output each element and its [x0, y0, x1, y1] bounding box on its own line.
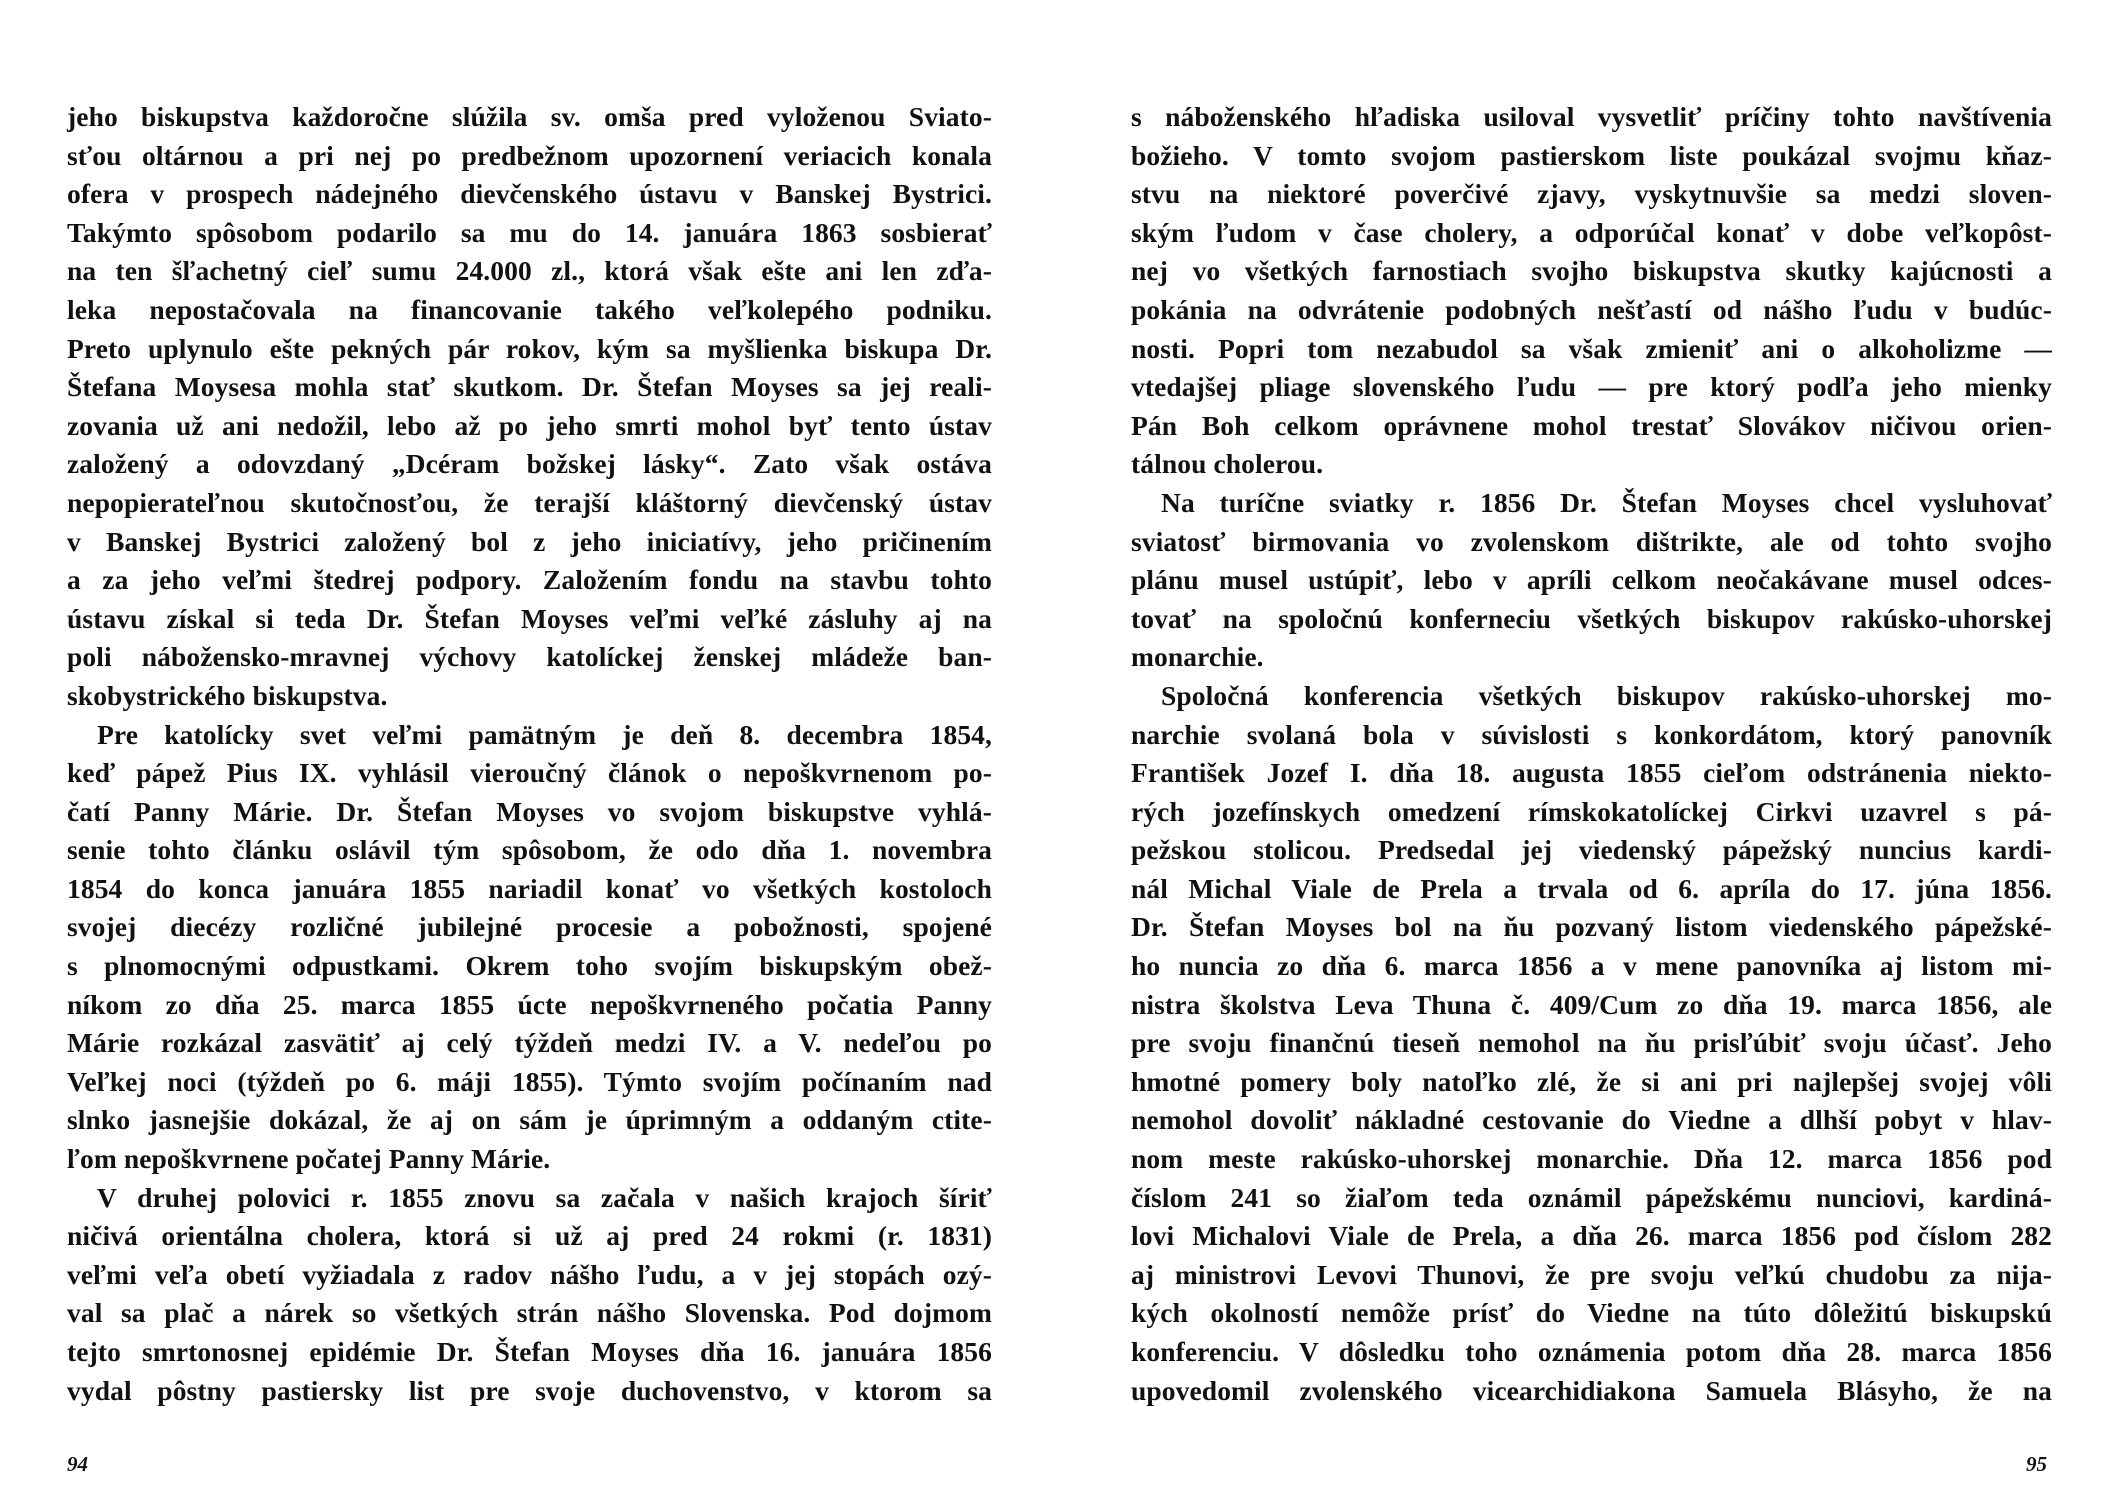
text-line: Na turíčne sviatky r. 1856 Dr. Štefan Moyses chcel vysluhovať: [1161, 486, 2052, 518]
text-line: tejto smrtonosnej epidémie Dr. Štefan Moyses dňa 16. januára 1856: [67, 1336, 992, 1367]
text-line: tálnou cholerou.: [1131, 448, 1324, 480]
text-line: níkom zo dňa 25. marca 1855 úcte nepoškvrneného počatia Panny: [67, 988, 992, 1020]
text-line: V druhej polovici r. 1855 znovu sa začala v našich krajoch šíriť: [97, 1181, 992, 1213]
text-line: na ten šľachetný cieľ sumu 24.000 zl., ktorá však ešte ani len zďa-: [67, 255, 992, 287]
text-line: nemohol dovoliť nákladné cestovanie do Viedne a dlhší pobyt v hlav-: [1131, 1104, 2052, 1136]
text-line: nom meste rakúsko-uhorskej monarchie. Dňa 12. marca 1856 pod: [1131, 1143, 2052, 1175]
text-line: Preto uplynulo ešte pekných pár rokov, kým sa myšlienka biskupa Dr.: [67, 332, 992, 364]
text-line: ofera v prospech nádejného dievčenského ústavu v Banskej Bystrici.: [67, 178, 992, 210]
text-line: val sa plač a nárek so všetkých strán nášho Slovenska. Pod dojmom: [67, 1297, 992, 1329]
text-line: slnko jasnejšie dokázal, že aj on sám je úprimným a oddaným ctite-: [67, 1104, 992, 1136]
text-line: narchie svolaná bola v súvislosti s konkordátom, ktorý panovník: [1131, 718, 2052, 750]
text-line: konferenciu. V dôsledku toho oznámenia potom dňa 28. marca 1856: [1131, 1336, 2052, 1367]
text-line: leka nepostačovala na financovanie takého veľkolepého podniku.: [67, 293, 992, 325]
text-line: čatí Panny Márie. Dr. Štefan Moyses vo svojom biskupstve vyhlá-: [67, 795, 992, 827]
text-line: zovania už ani nedožil, lebo až po jeho smrti mohol byť tento ústav: [67, 409, 992, 441]
text-line: veľmi veľa obetí vyžiadala z radov nášho ľudu, a v jej stopách ozý-: [67, 1258, 992, 1290]
text-line: ho nuncia zo dňa 6. marca 1856 a v mene panovníka aj listom mi-: [1131, 950, 2052, 982]
text-line: František Jozef I. dňa 18. augusta 1855 cieľom odstránenia niekto-: [1131, 757, 2052, 789]
text-line: keď pápež Pius IX. vyhlásil vieroučný článok o nepoškvrnenom po-: [67, 757, 992, 789]
text-line: lovi Michalovi Viale de Prela, a dňa 26. marca 1856 pod číslom 282: [1131, 1220, 2052, 1252]
text-line: tovať na spoločnú konferneciu všetkých biskupov rakúsko-uhorskej: [1131, 602, 2052, 634]
text-line: pre svoju finančnú tieseň nemohol na ňu prisľúbiť svoju účasť. Jeho: [1131, 1027, 2052, 1059]
text-line: 1854 do konca januára 1855 nariadil konať vo všetkých kostoloch: [67, 872, 992, 904]
text-line: božieho. V tomto svojom pastierskom liste poukázal svojmu kňaz-: [1131, 139, 2052, 171]
text-line: nepopierateľnou skutočnosťou, že terajší kláštorný dievčenský ústav: [67, 486, 992, 518]
page-number-left: 94: [67, 1452, 88, 1476]
text-line: Spoločná konferencia všetkých biskupov rakúsko-uhorskej mo-: [1161, 679, 2052, 711]
text-line: sťou oltárnou a pri nej po predbežnom upozornení veriacich konala: [67, 139, 992, 171]
text-line: Takýmto spôsobom podarilo sa mu do 14. januára 1863 sosbierať: [67, 216, 992, 248]
right-page-text: [1131, 98, 2052, 1410]
text-line: Pán Boh celkom oprávnene mohol trestať Slovákov ničivou orien-: [1131, 409, 2052, 441]
page-number-right: 95: [2026, 1452, 2047, 1476]
text-line: pokánia na odvrátenie podobných nešťastí od nášho ľudu v budúc-: [1131, 293, 2052, 325]
text-line: Veľkej noci (týždeň po 6. máji 1855). Týmto svojím počínaním nad: [67, 1065, 992, 1097]
text-line: plánu musel ustúpiť, lebo v apríli celkom neočakávane musel odces-: [1131, 564, 2052, 596]
text-line: nej vo všetkých farnostiach svojho biskupstva skutky kajúcnosti a: [1131, 255, 2052, 287]
text-line: a za jeho veľmi štedrej podpory. Založením fondu na stavbu tohto: [67, 564, 992, 596]
left-page-text: [67, 98, 992, 1410]
text-line: ľom nepoškvrnene počatej Panny Márie.: [67, 1143, 551, 1175]
text-line: Dr. Štefan Moyses bol na ňu pozvaný listom viedenského pápežské-: [1131, 911, 2052, 943]
text-line: skobystrického biskupstva.: [67, 679, 388, 711]
text-line: nistra školstva Leva Thuna č. 409/Cum zo dňa 19. marca 1856, ale: [1131, 988, 2052, 1020]
text-line: založený a odovzdaný „Dcéram božskej lásky“. Zato však ostáva: [67, 448, 992, 480]
text-line: hmotné pomery boly natoľko zlé, že si ani pri najlepšej svojej vôli: [1131, 1065, 2052, 1097]
text-line: ským ľudom v čase cholery, a odporúčal konať v dobe veľkopôst-: [1131, 216, 2052, 248]
text-line: ničivá orientálna cholera, ktorá si už aj pred 24 rokmi (r. 1831): [67, 1220, 992, 1252]
text-line: vtedajšej pliage slovenského ľudu — pre ktorý podľa jeho mienky: [1131, 371, 2052, 403]
text-line: stvu na niektoré poverčivé zjavy, vyskytnuvšie sa medzi sloven-: [1131, 178, 2052, 210]
text-line: Pre katolícky svet veľmi pamätným je deň 8. decembra 1854,: [97, 718, 992, 750]
text-line: s plnomocnými odpustkami. Okrem toho svojím biskupským obež-: [67, 950, 992, 982]
text-line: nosti. Popri tom nezabudol sa však zmieniť ani o alkoholizme —: [1131, 332, 2052, 364]
text-line: kých okolností nemôže prísť do Viedne na túto dôležitú biskupskú: [1131, 1297, 2052, 1329]
text-line: poli nábožensko-mravnej výchovy katolíckej ženskej mládeže ban-: [67, 641, 992, 673]
text-line: ústavu získal si teda Dr. Štefan Moyses veľmi veľké zásluhy aj na: [67, 602, 992, 634]
text-line: senie tohto článku oslávil tým spôsobom, že odo dňa 1. novembra: [67, 834, 992, 866]
text-line: Štefana Moysesa mohla stať skutkom. Dr. Štefan Moyses sa jej reali-: [67, 371, 992, 403]
text-line: sviatosť birmovania vo zvolenskom dištrikte, ale od tohto svojho: [1131, 525, 2052, 557]
text-line: pežskou stolicou. Predsedal jej viedenský pápežský nuncius kardi-: [1131, 834, 2052, 866]
text-line: nál Michal Viale de Prela a trvala od 6. apríla do 17. júna 1856.: [1131, 872, 2052, 904]
text-line: s náboženského hľadiska usiloval vysvetliť príčiny tohto navštívenia: [1131, 101, 2052, 132]
text-line: upovedomil zvolenského vicearchidiakona Samuela Blásyho, že na: [1131, 1374, 2052, 1406]
text-line: v Banskej Bystrici založený bol z jeho iniciatívy, jeho pričinením: [67, 525, 992, 557]
text-line: aj ministrovi Levovi Thunovi, že pre svoju veľkú chudobu za nija-: [1131, 1258, 2052, 1290]
text-line: svojej diecézy rozličné jubilejné procesie a pobožnosti, spojené: [67, 911, 992, 943]
text-line: jeho biskupstva každoročne slúžila sv. omša pred vyloženou Sviato-: [67, 101, 992, 132]
text-line: vydal pôstny pastiersky list pre svoje duchovenstvo, v ktorom sa: [67, 1374, 992, 1406]
text-line: Márie rozkázal zasvätiť aj celý týždeň medzi IV. a V. nedeľou po: [67, 1027, 992, 1059]
text-line: monarchie.: [1131, 641, 1264, 673]
text-line: číslom 241 so žiaľom teda oznámil pápežskému nunciovi, kardiná-: [1131, 1181, 2052, 1213]
text-line: rých jozefínskych omedzení rímskokatolíckej Cirkvi uzavrel s pá-: [1131, 795, 2052, 827]
